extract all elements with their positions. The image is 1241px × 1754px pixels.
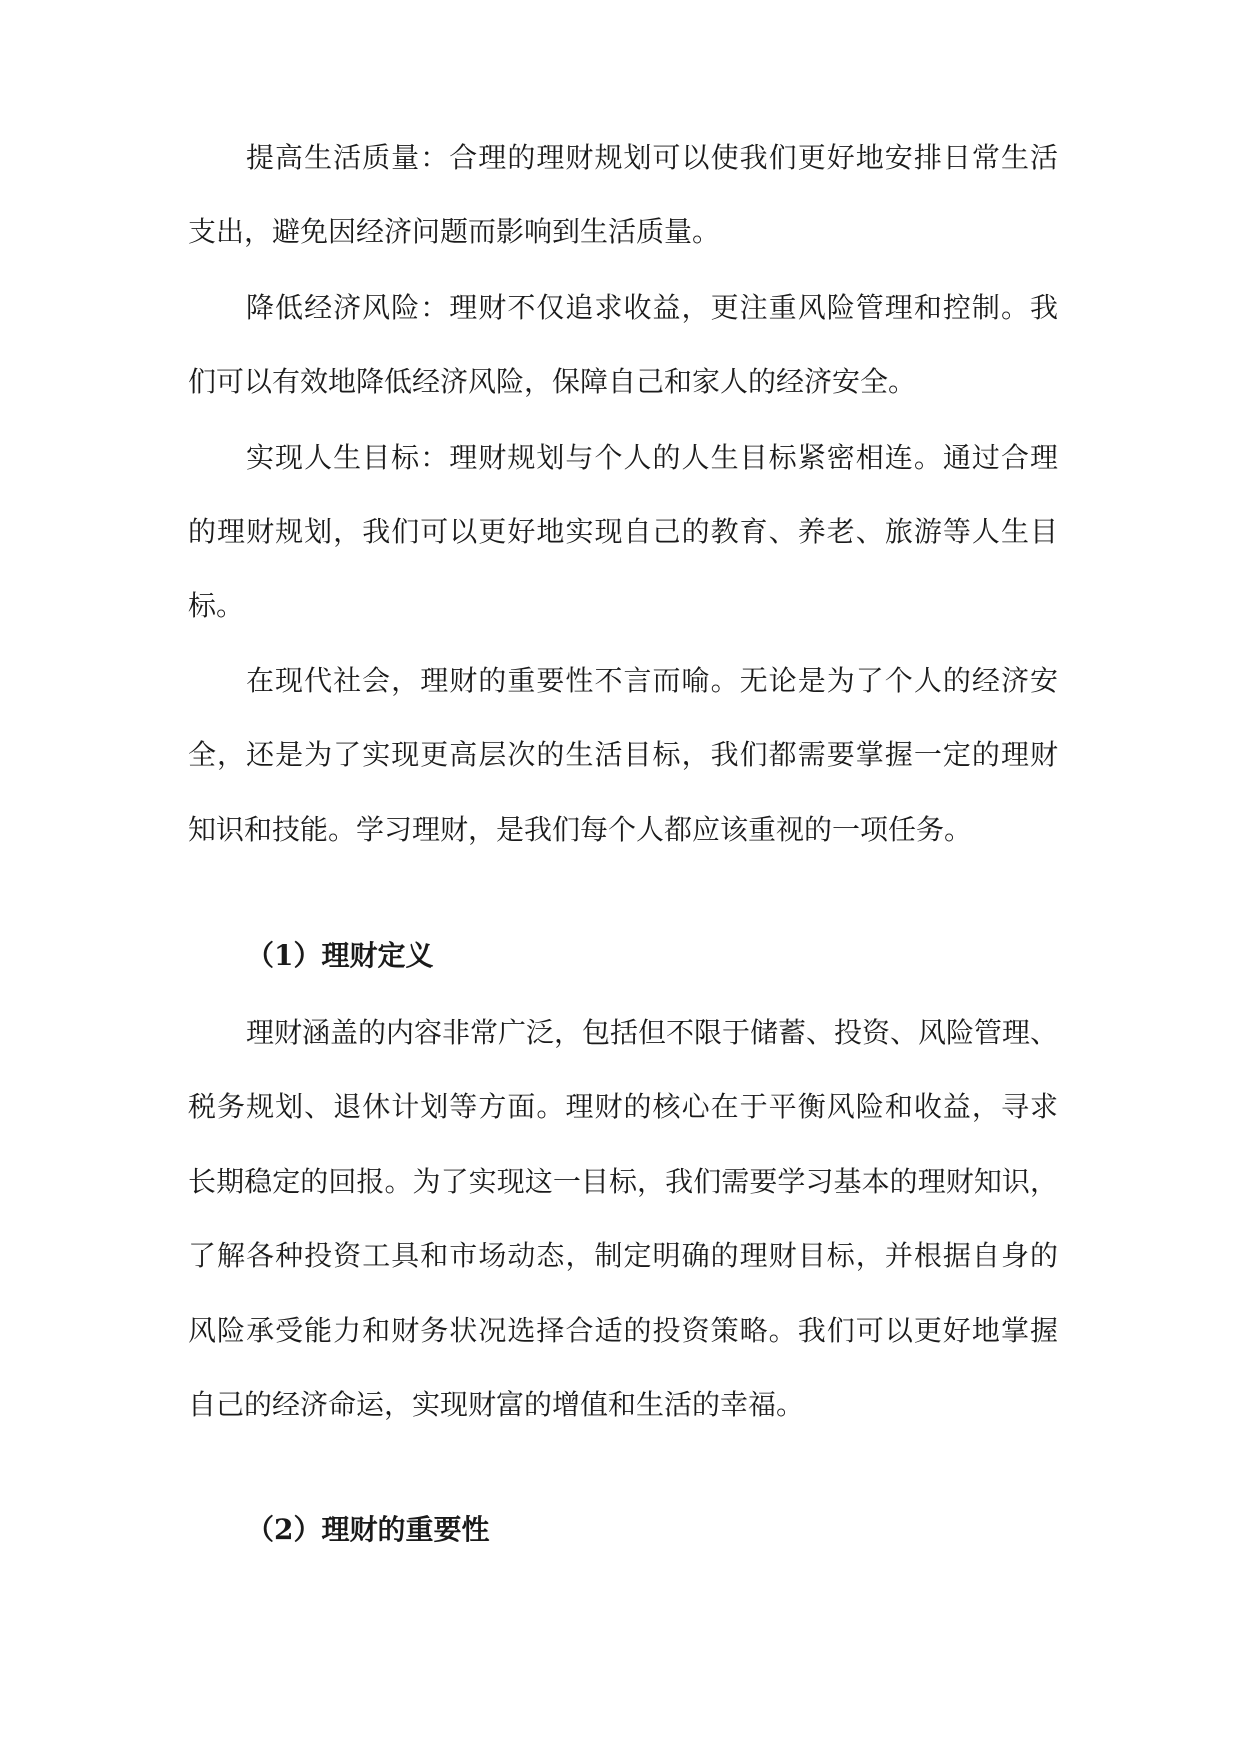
section-1-line-2: 税务规划、退休计划等方面。理财的核心在于平衡风险和收益，寻求 (188, 1090, 1058, 1123)
paragraph-2-line-2: 们可以有效地降低经济风险，保障自己和家人的经济安全。 (188, 365, 917, 398)
section-1-line-1: 理财涵盖的内容非常广泛，包括但不限于储蓄、投资、风险管理、 (246, 1016, 1058, 1049)
paragraph-4-line-2: 全，还是为了实现更高层次的生活目标，我们都需要掌握一定的理财 (188, 738, 1058, 771)
paragraph-4-line-3: 知识和技能。学习理财，是我们每个人都应该重视的一项任务。 (188, 813, 973, 846)
paragraph-3-line-3: 标。 (188, 589, 245, 622)
paragraph-4-line-1: 在现代社会，理财的重要性不言而喻。无论是为了个人的经济安 (246, 664, 1058, 697)
section-1-heading: （1）理财定义 (246, 939, 434, 972)
section-1-line-3: 长期稳定的回报。为了实现这一目标，我们需要学习基本的理财知识， (188, 1165, 1058, 1198)
section-2-heading: （2）理财的重要性 (246, 1513, 490, 1546)
section-1-line-6: 自己的经济命运，实现财富的增值和生活的幸福。 (188, 1388, 805, 1421)
paragraph-1-line-2: 支出，避免因经济问题而影响到生活质量。 (188, 215, 721, 248)
paragraph-2-line-1: 降低经济风险：理财不仅追求收益，更注重风险管理和控制。我 (246, 291, 1058, 324)
paragraph-3-line-2: 的理财规划，我们可以更好地实现自己的教育、养老、旅游等人生目 (188, 515, 1058, 548)
paragraph-1-line-1: 提高生活质量：合理的理财规划可以使我们更好地安排日常生活 (246, 141, 1058, 174)
paragraph-3-line-1: 实现人生目标：理财规划与个人的人生目标紧密相连。通过合理 (246, 441, 1058, 474)
section-1-line-5: 风险承受能力和财务状况选择合适的投资策略。我们可以更好地掌握 (188, 1314, 1058, 1347)
section-1-line-4: 了解各种投资工具和市场动态，制定明确的理财目标，并根据自身的 (188, 1239, 1058, 1272)
